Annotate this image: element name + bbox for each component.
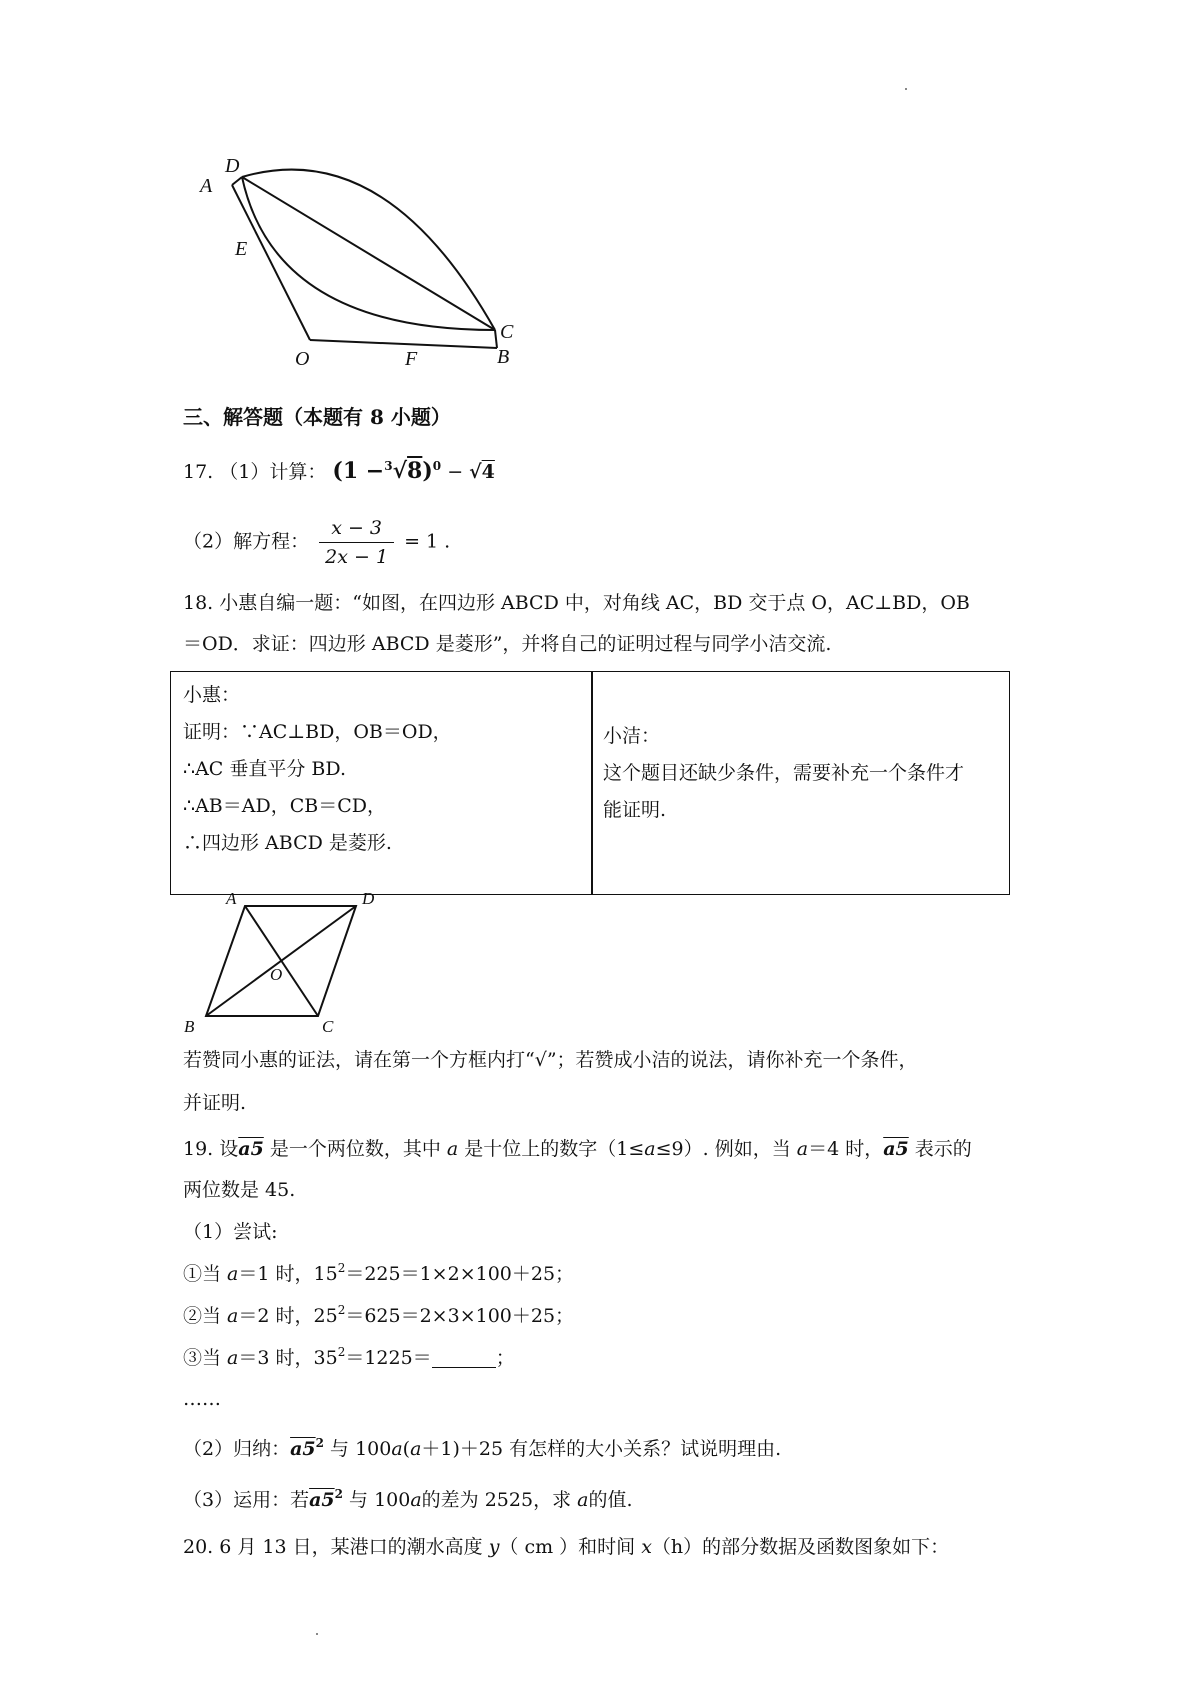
speck-bottom (316, 1633, 318, 1635)
q17-part1: 17. （1）计算： $(1 -^3√8)^0 - √4$ (183, 458, 495, 484)
rhombus-label-c: C (322, 1017, 334, 1036)
q17-minus: − (447, 461, 464, 483)
q18-line3: 若赞同小惠的证法，请在第一个方框内打“√”；若赞成小洁的说法，请你补充一个条件， (183, 1049, 918, 1071)
q17-radicand: 8 (407, 458, 423, 484)
label-a: A (200, 175, 213, 197)
q17-part1-prefix: （1）计算： (219, 461, 327, 483)
section-heading: 三、解答题（本题有 8 小题） (183, 405, 451, 429)
q17-expr-open: (1 − (332, 458, 385, 484)
label-b: B (497, 346, 510, 368)
q17-root-index: 3 (384, 459, 393, 473)
q19-var-a: a (796, 1138, 809, 1160)
q17-part2-prefix: （2）解方程： (183, 530, 310, 553)
q17-sqrt-radicand: 4 (481, 461, 495, 483)
q17-fraction (319, 514, 394, 571)
q19-var-a: a (446, 1138, 459, 1160)
q19-text: ≤9）. 例如，当 (655, 1138, 797, 1160)
q17-denominator: 2x − 1 (325, 546, 389, 568)
q19-item1: ①当 a＝1 时，$15^2=225=1\times 2\times 100+25$； (183, 1261, 575, 1285)
label-e: E (235, 238, 248, 260)
label-o: O (295, 348, 310, 370)
label-f: F (405, 348, 418, 370)
diagonal-dc (242, 177, 495, 330)
q19-item3: ③当 a＝3 时，$35^2=1225=$ ； (183, 1345, 515, 1369)
q18-right-line: 小洁： (603, 725, 661, 747)
q19-text: 19. 设 (183, 1138, 239, 1160)
q17-expr-close: ) (422, 458, 433, 484)
q18-left-line: ∴AB＝AD，CB＝CD， (183, 795, 386, 817)
q19-text: 是十位上的数字（1≤ (458, 1138, 645, 1160)
label-c: C (500, 321, 514, 343)
q17-numerator: x − 3 (319, 514, 394, 543)
q17-rhs: = 1 . (404, 530, 451, 553)
q19-overline-a5: a5 (238, 1138, 264, 1160)
q19-item2: ②当 a＝2 时，$25^2=625=2\times 3\times 100+25$； (183, 1303, 575, 1327)
rhombus-label-a: A (226, 892, 237, 908)
segment-ad (232, 177, 242, 185)
q18-table-divider (591, 672, 593, 894)
figure-rhombus (180, 892, 390, 1037)
q19-var-a: a (644, 1138, 656, 1160)
q18-right-cell (603, 718, 964, 829)
q19-text: ＝4 时， (808, 1138, 884, 1160)
q19-ellipsis: …… (183, 1388, 221, 1410)
q17-part2 (183, 514, 450, 571)
q18-left-cell (183, 677, 452, 862)
speck-top (905, 88, 907, 90)
q18-line1: 18. 小惠自编一题：“如图，在四边形 ABCD 中，对角线 AC，BD 交于点 O，AC⊥BD，OB (183, 592, 970, 614)
q19-part2: （2）归纳：$a5^2$ 与 100a(a＋1)＋25 有怎样的大小关系？试说明理由. (183, 1436, 782, 1460)
q19-answer-blank (432, 1349, 496, 1368)
q17-exponent: 0 (432, 459, 442, 473)
q19-text: 表示的 (914, 1138, 972, 1160)
q18-left-line: ∴AC 垂直平分 BD. (183, 758, 346, 780)
q17-number: 17. (183, 461, 214, 483)
q19-part3: （3）运用：若$a5^2$ 与 100a的差为 2525，求 a的值. (183, 1487, 633, 1511)
q19-try-label: （1）尝试: (183, 1221, 278, 1243)
q19-overline-a5: a5 (883, 1138, 909, 1160)
label-d: D (225, 155, 240, 177)
q18-left-line: 小惠： (183, 684, 241, 706)
q18-left-line: ∴四边形 ABCD 是菱形. (183, 832, 392, 854)
q18-right-line: 能证明. (603, 799, 667, 821)
q18-right-line: 这个题目还缺少条件，需要补充一个条件才 (603, 762, 965, 784)
rhombus-label-b: B (184, 1017, 195, 1036)
q18-left-line: 证明：∵AC⊥BD，OB＝OD， (183, 721, 452, 743)
rhombus-label-d: D (362, 892, 375, 908)
segment-ob (310, 340, 497, 348)
q18-line2: ＝OD．求证：四边形 ABCD 是菱形”，并将自己的证明过程与同学小洁交流. (183, 633, 832, 655)
q19-line2: 两位数是 45. (183, 1179, 296, 1201)
q20-line1: 20. 6 月 13 日，某港口的潮水高度 y（ cm ）和时间 x（h）的部分数据及函数图象如下： (183, 1536, 950, 1558)
q18-line4: 并证明. (183, 1092, 247, 1114)
figure-sector-quadrilateral (195, 150, 535, 375)
q19-line1 (183, 1136, 972, 1162)
segment-ao (232, 185, 310, 340)
rhombus-label-o: O (270, 965, 283, 984)
q19-text: 是一个两位数，其中 (269, 1138, 447, 1160)
